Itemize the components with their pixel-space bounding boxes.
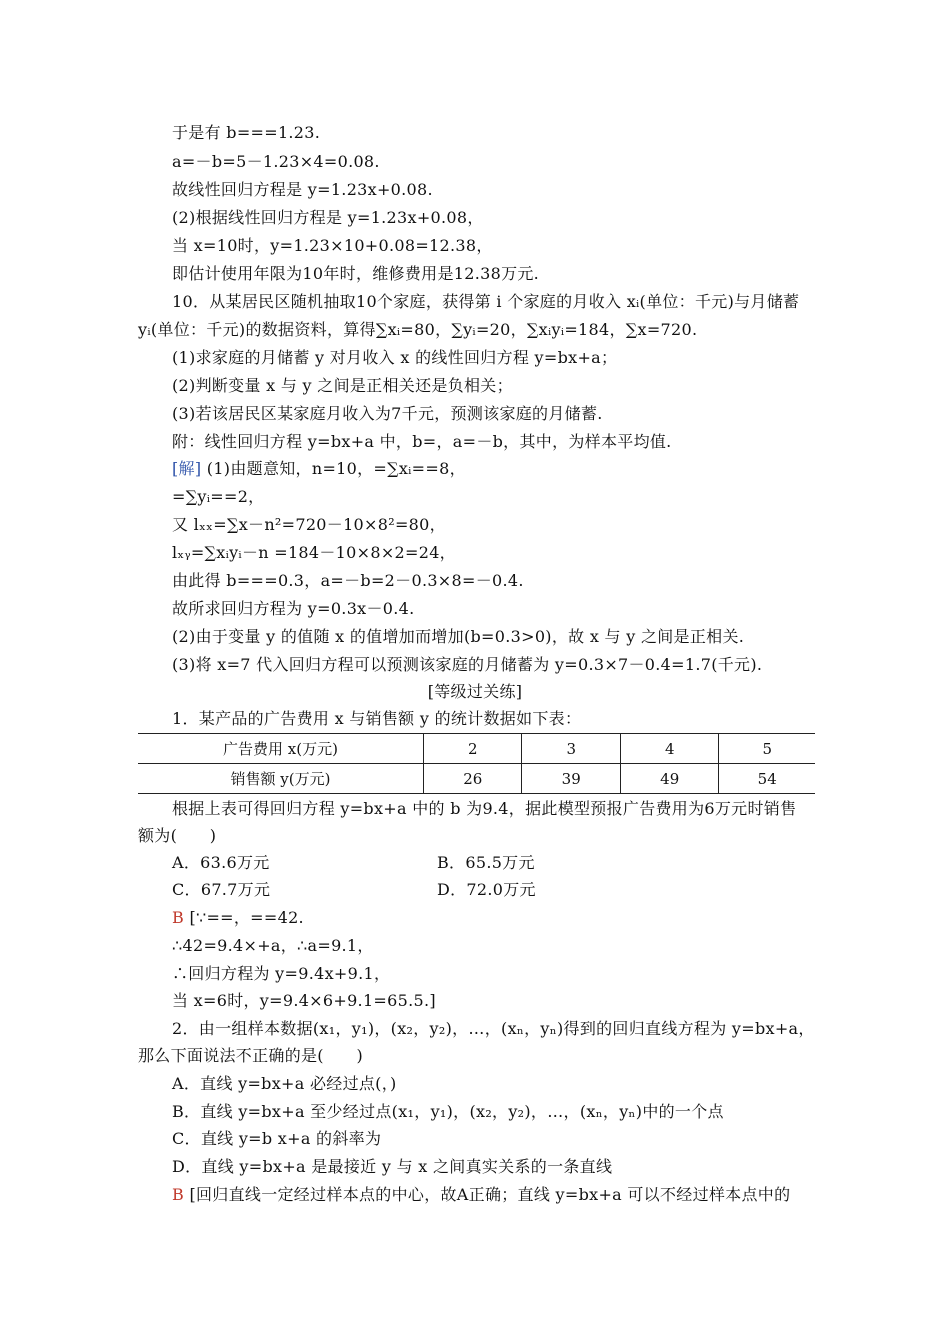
section-title: [等级过关练] xyxy=(427,682,523,701)
table-cell: 4 xyxy=(620,734,718,764)
question-10-line2: yᵢ(单位：千元)的数据资料，算得∑xᵢ=80，∑yᵢ=20，∑xᵢyᵢ=184，∑x=720. xyxy=(138,320,698,339)
question-2-stem: 那么下面说法不正确的是( ) xyxy=(138,1046,363,1065)
option-b: B．65.5万元 xyxy=(437,853,535,872)
table-cell: 39 xyxy=(522,764,620,794)
table-cell: 3 xyxy=(522,734,620,764)
question-1-stem: 1．某产品的广告费用 x 与销售额 y 的统计数据如下表： xyxy=(172,709,582,728)
question-10-appendix: 附：线性回归方程 y=bx+a 中，b=，a=－b，其中，为样本平均值. xyxy=(172,432,672,451)
question-1-text: 额为( ) xyxy=(138,826,217,845)
question-10-line1: 10．从某居民区随机抽取10个家庭，获得第 i 个家庭的月收入 xᵢ(单位：千元)与月储蓄 xyxy=(172,292,800,311)
explain-line: 当 x=6时，y=9.4×6+9.1=65.5.] xyxy=(172,991,436,1010)
text-line: 即估计使用年限为10年时，维修费用是12.38万元. xyxy=(172,264,540,283)
solution-line: lₓᵧ=∑xᵢyᵢ－n =184－10×8×2=24， xyxy=(172,543,456,562)
question-1-text: 根据上表可得回归方程 y=bx+a 中的 b 为9.4，据此模型预报广告费用为6万元时销售 xyxy=(172,799,797,818)
solution-tag: [解] xyxy=(172,459,202,478)
text-line: 当 x=10时，y=1.23×10+0.08=12.38， xyxy=(172,236,493,255)
table-cell-label: 销售额 y(万元) xyxy=(138,764,424,794)
text-line: a=－b=5－1.23×4=0.08. xyxy=(172,152,380,171)
solution-line: =∑yᵢ==2， xyxy=(172,487,265,506)
table-cell: 26 xyxy=(424,764,522,794)
option-a: A．63.6万元 xyxy=(172,853,270,872)
answer-letter: B xyxy=(172,1185,185,1204)
data-table xyxy=(138,733,815,794)
solution-line: 又 lₓₓ=∑x－n²=720－10×8²=80， xyxy=(172,515,446,534)
table-cell: 54 xyxy=(719,764,815,794)
option-b: B．直线 y=bx+a 至少经过点(x₁，y₁)，(x₂，y₂)，…，(xₙ，yₙ)中的一个点 xyxy=(172,1102,724,1121)
solution-first-line xyxy=(172,459,466,479)
table-cell: 2 xyxy=(424,734,522,764)
text-line: 于是有 b===1.23. xyxy=(172,123,321,142)
answer-explain: [回归直线一定经过样本点的中心，故A正确；直线 y=bx+a 可以不经过样本点中的 xyxy=(189,1185,791,1204)
solution-line: (2)由于变量 y 的值随 x 的值增加而增加(b=0.3>0)，故 x 与 y 之间是正相关. xyxy=(172,627,745,646)
answer-line xyxy=(172,1185,790,1205)
answer-line xyxy=(172,908,304,928)
text-line: 故线性回归方程是 y=1.23x+0.08. xyxy=(172,180,433,199)
solution-line: 由此得 b===0.3，a=－b=2－0.3×8=－0.4. xyxy=(172,571,524,590)
explain-line: ∴回归方程为 y=9.4x+9.1， xyxy=(172,964,391,983)
table-cell-label: 广告费用 x(万元) xyxy=(138,734,424,764)
options-row xyxy=(172,853,872,873)
table-cell: 49 xyxy=(620,764,718,794)
option-c: C．直线 y=b x+a 的斜率为 xyxy=(172,1129,382,1148)
question-10-part2: (2)判断变量 x 与 y 之间是正相关还是负相关； xyxy=(172,376,513,395)
option-c: C．67.7万元 xyxy=(172,880,271,899)
table-cell: 5 xyxy=(719,734,815,764)
solution-text: (1)由题意知，n=10，=∑xᵢ==8， xyxy=(206,459,466,478)
options-row xyxy=(172,880,872,900)
solution-line: 故所求回归方程为 y=0.3x－0.4. xyxy=(172,599,415,618)
solution-line: (3)将 x=7 代入回归方程可以预测该家庭的月储蓄为 y=0.3×7－0.4=1.7(千元). xyxy=(172,655,763,674)
option-d: D．直线 y=bx+a 是最接近 y 与 x 之间真实关系的一条直线 xyxy=(172,1157,613,1176)
explain-line: ∴42=9.4×+a，∴a=9.1， xyxy=(172,936,374,955)
option-d: D．72.0万元 xyxy=(437,880,536,899)
question-2-stem: 2．由一组样本数据(x₁，y₁)，(x₂，y₂)，…，(xₙ，yₙ)得到的回归直线方程为 y=bx+a， xyxy=(172,1019,815,1038)
text-line: (2)根据线性回归方程是 y=1.23x+0.08， xyxy=(172,208,484,227)
answer-explain: [∵==，==42. xyxy=(189,908,304,927)
question-10-part1: (1)求家庭的月储蓄 y 对月收入 x 的线性回归方程 y=bx+a； xyxy=(172,348,618,367)
table-row xyxy=(138,734,815,764)
table-row xyxy=(138,764,815,794)
option-a: A．直线 y=bx+a 必经过点(，) xyxy=(172,1074,397,1093)
answer-letter: B xyxy=(172,908,185,927)
question-10-part3: (3)若该居民区某家庭月收入为7千元，预测该家庭的月储蓄. xyxy=(172,404,603,423)
